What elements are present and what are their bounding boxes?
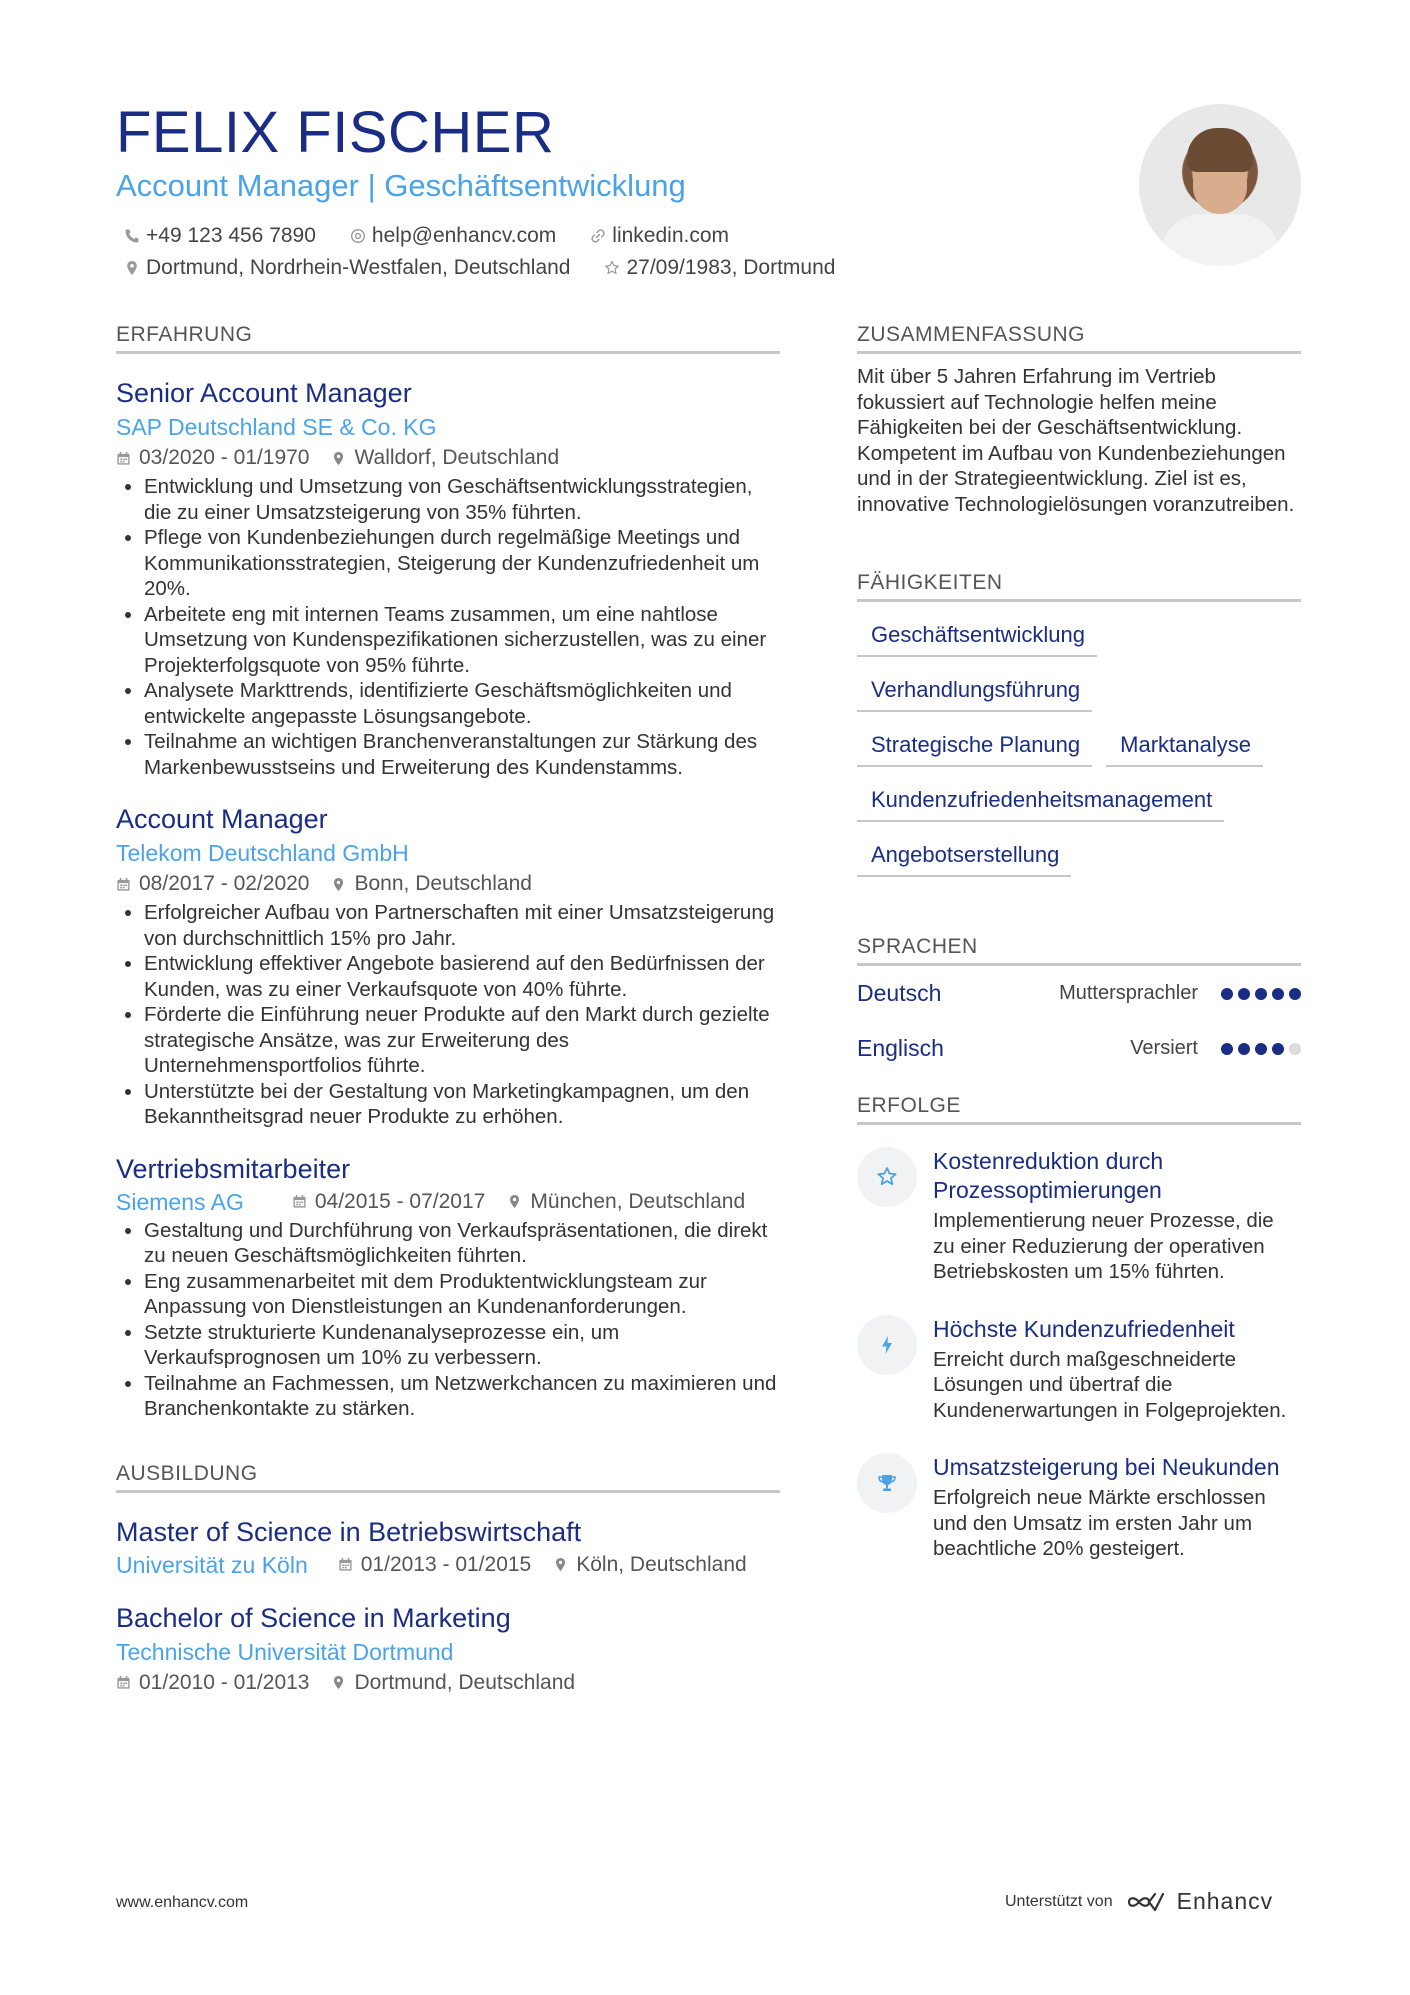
list-item: • Erfolgreicher Aufbau von Partnerschaften mit einer Umsatzsteigerung von durchschnittlich 15% pro Jahr. xyxy=(144,900,780,951)
education-dates: 01/2013 - 01/2015 xyxy=(360,1552,532,1576)
achievements-heading: ERFOLGE xyxy=(857,1094,1301,1125)
phone: +49 123 456 7890 xyxy=(116,224,316,248)
location-pin-icon xyxy=(124,260,140,276)
candidate-title: Account Manager | Geschäftsentwicklung xyxy=(116,168,686,203)
list-item: • Entwicklung effektiver Angebote basierend auf den Bedürfnissen der Kunden, was zu einer Verkaufsquote von 40% führte. xyxy=(144,951,780,1002)
job-bullets xyxy=(116,900,780,1130)
job-title: Account Manager xyxy=(116,804,328,834)
list-item: • Arbeitete eng mit internen Teams zusammen, um eine nahtlose Umsetzung von Kundenspezifikationen sicherzustellen, was zu einer Projekterfolgsquote von 95% führte. xyxy=(144,602,780,679)
summary-heading: ZUSAMMENFASSUNG xyxy=(857,323,1301,354)
skills-heading: FÄHIGKEITEN xyxy=(857,571,1301,602)
location-pin-icon xyxy=(553,1557,568,1572)
achievement-title: Kostenreduktion durch Prozessoptimierungen xyxy=(933,1148,1164,1203)
summary-text: Mit über 5 Jahren Erfahrung im Vertrieb fokussiert auf Technologie helfen meine Fähigkeiten bei der Geschäftsentwicklung. Kompetent im Aufbau von Kundenbeziehungen und in der Strategieentwicklung. Ziel ist es, innovative Technologielösungen voranzutreiben. xyxy=(857,365,1295,516)
list-item: • Setzte strukturierte Kundenanalyseprozesse ein, um Verkaufsprognosen um 10% zu verbessern. xyxy=(144,1320,780,1371)
list-item: • Entwicklung und Umsetzung von Geschäftsentwicklungsstrategien, die zu einer Umsatzsteigerung von 35% führten. xyxy=(144,474,780,525)
email[interactable]: help@enhancv.com xyxy=(342,224,556,248)
experience-item xyxy=(116,802,780,1130)
education-location: Köln, Deutschland xyxy=(576,1552,747,1576)
brand-name: Enhancv xyxy=(1176,1888,1274,1914)
school-name: Universität zu Köln xyxy=(116,1551,308,1578)
language-item xyxy=(857,966,1301,1021)
location-pin-icon xyxy=(331,451,346,466)
achievement-title: Höchste Kundenzufriedenheit xyxy=(933,1315,1235,1342)
skill-tag: Angebotserstellung xyxy=(857,836,1071,877)
location-pin-icon xyxy=(331,877,346,892)
calendar-icon xyxy=(292,1194,307,1209)
job-title: Senior Account Manager xyxy=(116,378,412,408)
rating-dot xyxy=(1255,1043,1267,1055)
school-name: Technische Universität Dortmund xyxy=(116,1638,454,1665)
achievement-item xyxy=(857,1315,1301,1424)
rating-dot xyxy=(1289,1043,1301,1055)
job-bullets xyxy=(116,1218,780,1422)
language-level: Versiert xyxy=(1130,1037,1198,1059)
achievement-desc: Erfolgreich neue Märkte erschlossen und den Umsatz im ersten Jahr um beachtliche 20% gesteigert. xyxy=(933,1486,1266,1560)
list-item: • Analysete Markttrends, identifizierte Geschäftsmöglichkeiten und entwickelte angepasste Lösungsangebote. xyxy=(144,678,780,729)
rating-dot xyxy=(1255,988,1267,1000)
education-location: Dortmund, Deutschland xyxy=(354,1670,576,1694)
powered-by-text: Unterstützt von xyxy=(1005,1892,1113,1910)
job-meta xyxy=(116,444,780,472)
company-name: Siemens AG xyxy=(116,1188,244,1215)
achievement-item xyxy=(857,1453,1301,1562)
degree-title: Master of Science in Betriebswirtschaft xyxy=(116,1516,582,1547)
footer-website[interactable]: www.enhancv.com xyxy=(116,1894,249,1911)
job-location: Walldorf, Deutschland xyxy=(354,446,560,469)
left-column xyxy=(116,323,780,1697)
skill-tag: Strategische Planung xyxy=(857,726,1092,767)
list-item: • Teilnahme an wichtigen Branchenveranstaltungen zur Stärkung des Markenbewusstseins und Erweiterung des Kundenstamms. xyxy=(144,729,780,780)
rating-dot xyxy=(1238,1043,1250,1055)
company-name: SAP Deutschland SE & Co. KG xyxy=(116,414,437,440)
job-title: Vertriebsmitarbeiter xyxy=(116,1153,351,1184)
language-level: Muttersprachler xyxy=(1059,982,1198,1004)
rating-dot xyxy=(1221,988,1233,1000)
calendar-icon xyxy=(116,451,131,466)
education-dates: 01/2010 - 01/2013 xyxy=(139,1670,310,1694)
education-item xyxy=(116,1601,780,1697)
list-item: • Unterstützte bei der Gestaltung von Marketingkampagnen, um den Bekanntheitsgrad neuer Produkte zu erhöhen. xyxy=(144,1079,780,1130)
calendar-icon xyxy=(338,1557,353,1572)
linkedin[interactable]: linkedin.com xyxy=(582,224,729,248)
list-item: • Gestaltung und Durchführung von Verkaufspräsentationen, die direkt zu neuen Geschäftsmöglichkeiten führten. xyxy=(144,1218,780,1269)
rating-dots xyxy=(1216,988,1301,1000)
location-pin-icon xyxy=(507,1194,522,1209)
list-item: • Eng zusammenarbeitet mit dem Produktentwicklungsteam zur Anpassung von Dienstleistungen an Kundenanforderungen. xyxy=(144,1269,780,1320)
location: Dortmund, Nordrhein-Westfalen, Deutschland xyxy=(116,256,570,280)
candidate-name: FELIX FISCHER xyxy=(116,100,555,165)
rating-dot xyxy=(1221,1043,1233,1055)
list-item: • Pflege von Kundenbeziehungen durch regelmäßige Meetings und Kommunikationsstrategien, Steigerung der Kundenzufriedenheit um 20%. xyxy=(144,525,780,602)
achievement-desc: Erreicht durch maßgeschneiderte Lösungen und übertraf die Kundenerwartungen in Folgeprojekten. xyxy=(933,1347,1287,1422)
star-icon xyxy=(604,260,620,276)
experience-item xyxy=(116,376,780,780)
education-heading: AUSBILDUNG xyxy=(116,1462,780,1493)
calendar-icon xyxy=(116,1675,131,1690)
job-meta xyxy=(116,1188,780,1216)
experience-heading: ERFAHRUNG xyxy=(116,323,780,354)
rating-dot xyxy=(1272,1043,1284,1055)
skill-tag: Marktanalyse xyxy=(1106,726,1263,767)
profile-photo xyxy=(1139,104,1301,266)
job-bullets xyxy=(116,474,780,780)
education-meta xyxy=(116,1669,780,1697)
skill-tag: Geschäftsentwicklung xyxy=(857,616,1097,657)
list-item: • Förderte die Einführung neuer Produkte auf den Markt durch gezielte strategische Ansätze, was zur Erweiterung des Unternehmensportfolios führte. xyxy=(144,1002,780,1079)
right-column xyxy=(857,323,1301,1562)
language-name: Englisch xyxy=(857,1035,944,1061)
rating-dot xyxy=(1272,988,1284,1000)
location-pin-icon xyxy=(331,1675,346,1690)
skills-list xyxy=(857,616,1301,891)
job-dates: 03/2020 - 01/1970 xyxy=(139,446,310,469)
footer-branding xyxy=(1005,1888,1273,1915)
contact-info xyxy=(116,220,1116,284)
job-location: Bonn, Deutschland xyxy=(354,872,532,895)
rating-dots xyxy=(1216,1043,1301,1055)
job-dates: 04/2015 - 07/2017 xyxy=(314,1189,486,1213)
language-item xyxy=(857,1021,1301,1076)
job-meta xyxy=(116,870,780,898)
languages-heading: SPRACHEN xyxy=(857,935,1301,966)
star-icon xyxy=(875,1165,899,1189)
degree-title: Bachelor of Science in Marketing xyxy=(116,1602,511,1633)
rating-dot xyxy=(1289,988,1301,1000)
link-icon xyxy=(590,228,606,244)
skill-tag: Kundenzufriedenheitsmanagement xyxy=(857,781,1224,822)
job-location: München, Deutschland xyxy=(530,1189,746,1213)
job-dates: 08/2017 - 02/2020 xyxy=(139,872,310,895)
company-name: Telekom Deutschland GmbH xyxy=(116,840,409,866)
achievement-title: Umsatzsteigerung bei Neukunden xyxy=(933,1454,1280,1480)
list-item: • Teilnahme an Fachmessen, um Netzwerkchancen zu maximieren und Branchenkontakte zu stärken. xyxy=(144,1371,780,1422)
trophy-icon xyxy=(875,1471,899,1495)
rating-dot xyxy=(1238,988,1250,1000)
education-item xyxy=(116,1515,780,1579)
language-name: Deutsch xyxy=(857,980,942,1006)
birth-info: 27/09/1983, Dortmund xyxy=(596,256,835,280)
experience-item xyxy=(116,1152,780,1422)
header xyxy=(116,100,1116,284)
bolt-icon xyxy=(875,1333,899,1357)
enhancv-logo-icon xyxy=(1125,1890,1169,1914)
phone-icon xyxy=(124,228,140,244)
achievement-desc: Implementierung neuer Prozesse, die zu einer Reduzierung der operativen Betriebskosten um 15% führten. xyxy=(933,1209,1274,1283)
education-meta xyxy=(116,1551,780,1579)
calendar-icon xyxy=(116,877,131,892)
achievement-item xyxy=(857,1147,1301,1285)
at-icon xyxy=(350,228,366,244)
skill-tag: Verhandlungsführung xyxy=(857,671,1092,712)
